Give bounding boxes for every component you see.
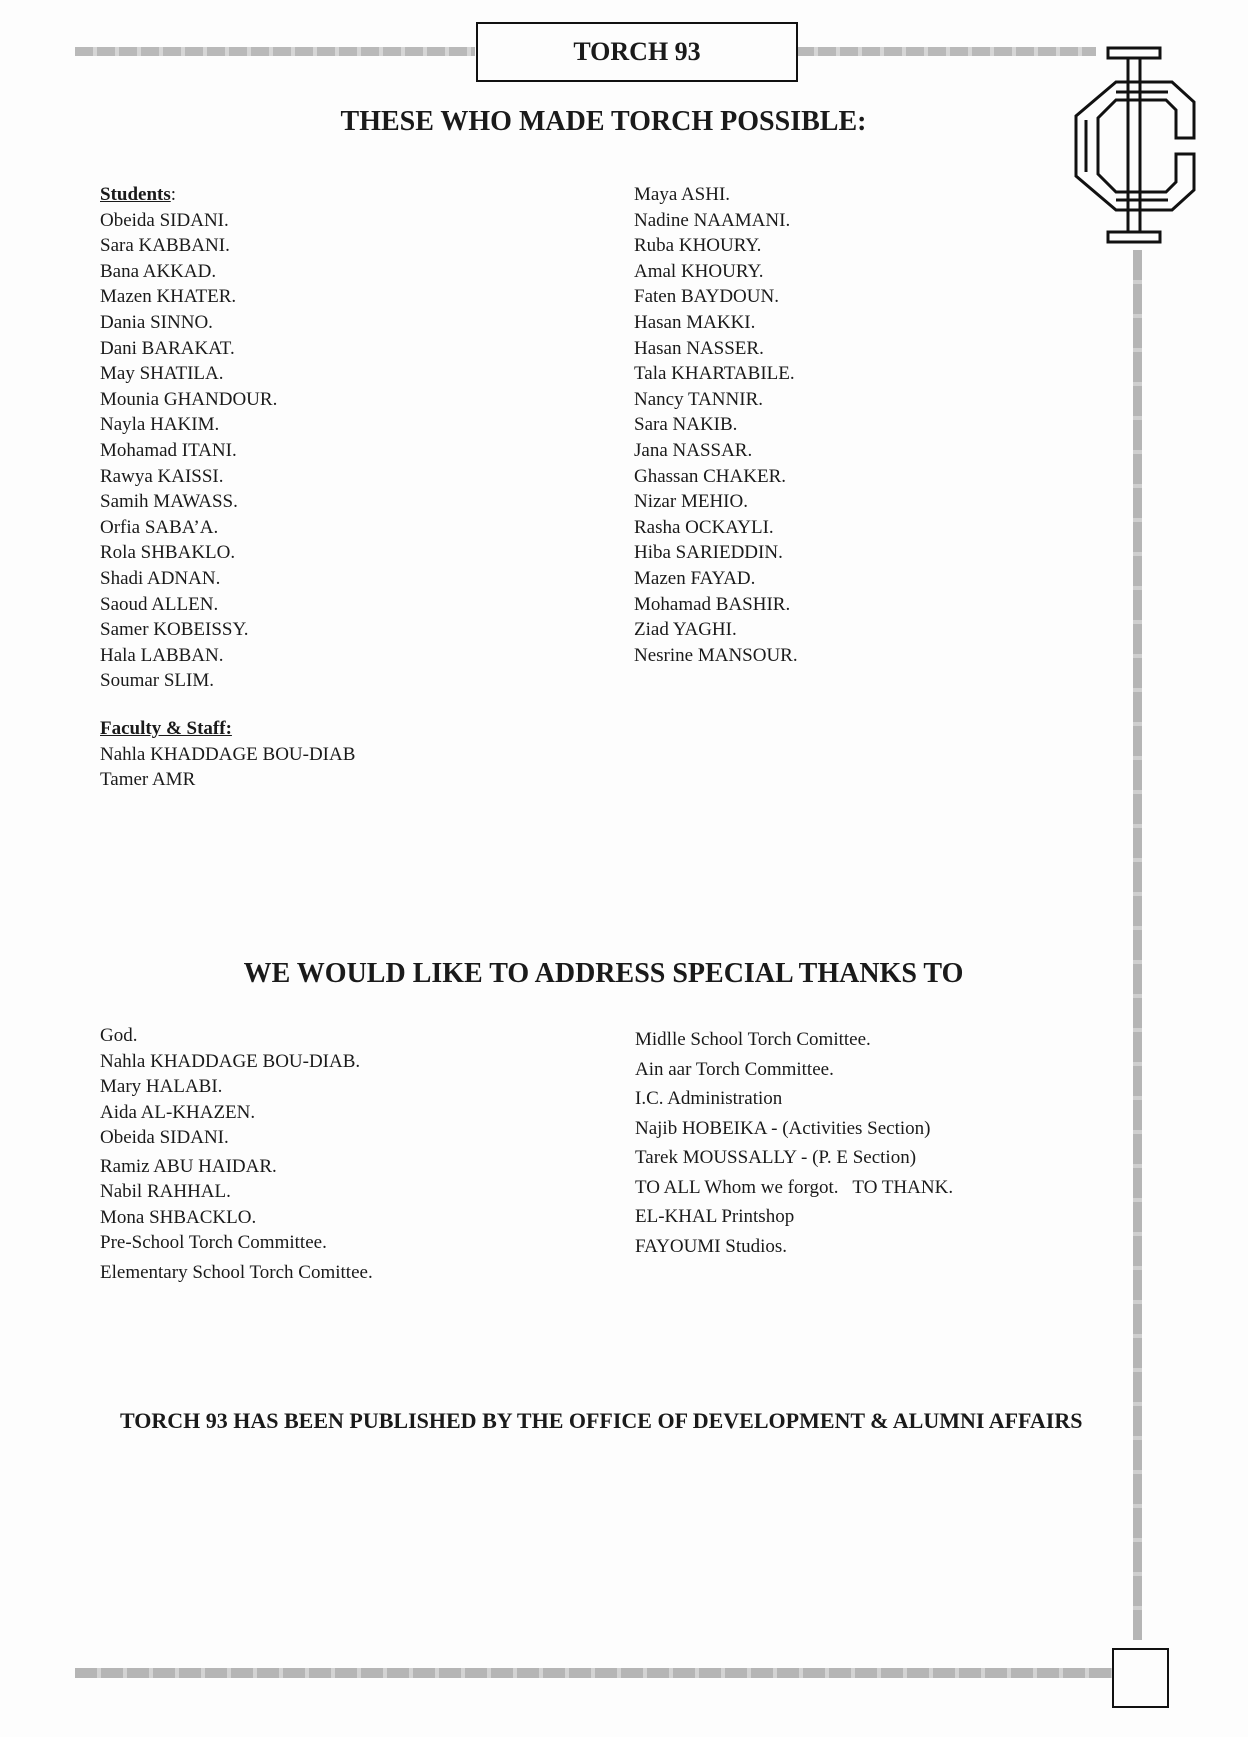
list-item: Sara NAKIB. xyxy=(634,414,738,436)
page-title: TORCH 93 xyxy=(476,22,798,82)
bottom-border-bar xyxy=(75,1668,1115,1678)
students-label: Students xyxy=(100,184,171,205)
list-item: Nahla KHADDAGE BOU-DIAB. xyxy=(100,1050,361,1072)
list-item: Najib HOBEIKA - (Activities Section) xyxy=(635,1117,931,1139)
list-item: Samer KOBEISSY. xyxy=(100,619,249,641)
students-label-line xyxy=(100,182,277,208)
list-item: Mazen KHATER. xyxy=(100,286,237,308)
list-item: Dania SINNO. xyxy=(100,311,213,333)
list-item: Mounia GHANDOUR. xyxy=(100,388,278,410)
list-item: Shadi ADNAN. xyxy=(100,567,221,589)
section-heading-thanks: WE WOULD LIKE TO ADDRESS SPECIAL THANKS TO xyxy=(243,958,964,989)
list-item: Ramiz ABU HAIDAR. xyxy=(100,1155,277,1177)
list-item: Mary HALABI. xyxy=(100,1076,223,1097)
list-item: Nahla KHADDAGE BOU-DIAB xyxy=(100,743,356,765)
list-item: Maya ASHI. xyxy=(634,184,731,205)
list-item: Mohamad ITANI. xyxy=(100,439,237,461)
list-item: Obeida SIDANI. xyxy=(100,1127,229,1148)
list-item: Nesrine MANSOUR. xyxy=(634,644,798,666)
list-item: Hala LABBAN. xyxy=(100,644,224,666)
corner-box xyxy=(1112,1648,1169,1708)
list-item: Pre-School Torch Committee. xyxy=(100,1232,327,1253)
list-item: Nayla HAKIM. xyxy=(100,414,220,436)
list-item: Orfia SABA’A. xyxy=(100,516,219,538)
list-item: Ghassan CHAKER. xyxy=(634,465,786,487)
list-item: Sara KABBANI. xyxy=(100,235,230,257)
list-item: God. xyxy=(100,1025,138,1046)
list-item: I.C. Administration xyxy=(635,1088,783,1109)
list-item: Amal KHOURY. xyxy=(634,260,764,282)
list-item: Rola SHBAKLO. xyxy=(100,542,236,564)
list-item: Saoud ALLEN. xyxy=(100,593,219,615)
list-item: Elementary School Torch Comittee. xyxy=(100,1261,373,1283)
list-item: Ziad YAGHI. xyxy=(634,619,737,641)
list-item: Tamer AMR xyxy=(100,769,196,791)
list-item: Midlle School Torch Comittee. xyxy=(635,1029,871,1050)
list-item: Tarek MOUSSALLY - (P. E Section) xyxy=(635,1147,917,1168)
list-item: Tala KHARTABILE. xyxy=(634,363,795,385)
list-item: Obeida SIDANI. xyxy=(100,209,229,231)
top-border-bar-left xyxy=(75,47,475,56)
publisher-note: TORCH 93 HAS BEEN PUBLISHED BY THE OFFICE OF DEVELOPMENT & ALUMNI AFFAIRS xyxy=(120,1408,1083,1433)
section-heading-contributors: THESE WHO MADE TORCH POSSIBLE: xyxy=(340,106,867,137)
list-item: Samih MAWASS. xyxy=(100,491,238,513)
faculty-list xyxy=(100,716,355,793)
list-item: May SHATILA. xyxy=(100,363,224,385)
list-item: Aida AL-KHAZEN. xyxy=(100,1101,256,1123)
list-item: Faten BAYDOUN. xyxy=(634,286,779,308)
list-item: Nancy TANNIR. xyxy=(634,388,763,410)
students-column-1 xyxy=(100,182,277,694)
list-item: Nadine NAAMANI. xyxy=(634,209,791,231)
list-item: Hasan MAKKI. xyxy=(634,311,756,333)
list-item: Dani BARAKAT. xyxy=(100,337,235,359)
list-item: Jana NASSAR. xyxy=(634,439,753,461)
list-item: Hasan NASSER. xyxy=(634,337,764,359)
list-item: FAYOUMI Studios. xyxy=(635,1235,788,1257)
list-item: Nizar MEHIO. xyxy=(634,491,748,513)
thanks-column-2 xyxy=(635,1025,953,1261)
students-column-2 xyxy=(634,182,798,668)
thanks-column-1 xyxy=(100,1023,373,1285)
list-item: Ain aar Torch Committee. xyxy=(635,1058,834,1080)
students-label-colon: : xyxy=(170,184,177,205)
list-item: Ruba KHOURY. xyxy=(634,235,762,257)
list-item: EL-KHAL Printshop xyxy=(635,1206,795,1227)
list-item: Hiba SARIEDDIN. xyxy=(634,542,783,564)
list-item: Mona SHBACKLO. xyxy=(100,1206,257,1228)
list-item: Bana AKKAD. xyxy=(100,260,217,282)
list-item: TO ALL Whom we forgot. TO THANK. xyxy=(635,1176,954,1198)
right-border-bar xyxy=(1133,250,1142,1640)
list-item: Mazen FAYAD. xyxy=(634,567,756,589)
list-item: Soumar SLIM. xyxy=(100,670,214,692)
ic-monogram-icon xyxy=(1072,46,1198,246)
list-item: Nabil RAHHAL. xyxy=(100,1181,231,1202)
list-item: Rasha OCKAYLI. xyxy=(634,516,774,538)
list-item: Mohamad BASHIR. xyxy=(634,593,791,615)
top-border-bar-right xyxy=(796,47,1096,56)
faculty-label: Faculty & Staff: xyxy=(100,718,232,739)
list-item: Rawya KAISSI. xyxy=(100,465,224,487)
